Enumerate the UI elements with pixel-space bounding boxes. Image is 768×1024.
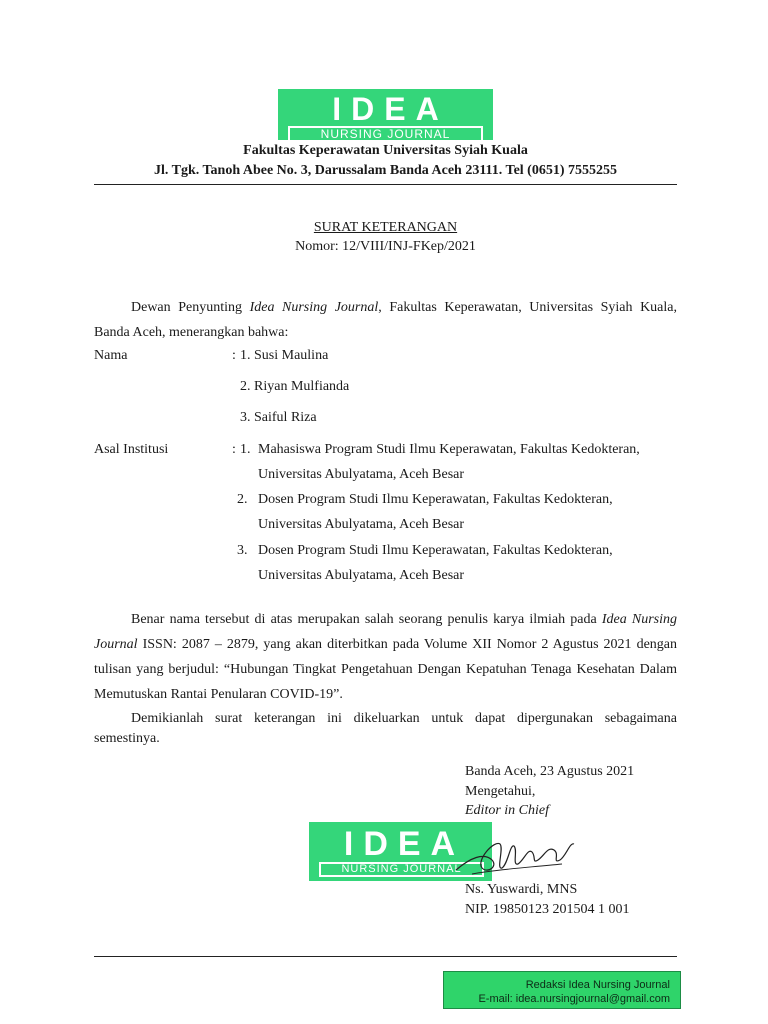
footer-divider xyxy=(94,956,677,957)
institusi-item-3-line1: Dosen Program Studi Ilmu Keperawatan, Fakultas Kedokteran, xyxy=(258,543,613,558)
letter-title xyxy=(94,218,677,237)
logo-title: IDEA xyxy=(332,91,449,127)
logo-subtitle: NURSING JOURNAL xyxy=(288,126,483,142)
body-paragraph-2: Demikianlah surat keterangan ini dikeluarkan untuk dapat dipergunakan sebagaimana semestinya. xyxy=(94,711,677,746)
body-paragraph-1 xyxy=(94,607,677,707)
institusi-item-2-line1: Dosen Program Studi Ilmu Keperawatan, Fakultas Kedokteran, xyxy=(258,492,613,507)
stamp-logo-title: IDEA xyxy=(343,825,466,863)
body-journal: Idea Nursing Journal xyxy=(94,612,678,652)
nama-label: Nama xyxy=(94,348,128,363)
institusi-item-2-num: 2. xyxy=(237,492,248,507)
intro-journal: Idea Nursing Journal xyxy=(249,300,379,315)
institusi-label: Asal Institusi xyxy=(94,442,169,457)
body-text-b: ISSN: 2087 – 2879, yang akan diterbitkan pada Volume XII Nomor 2 Agustus 2021 dengan tulisan yang berjudul: “Hubungan Tingkat Pengetahuan Dengan Kepatuhan Tenaga Kesehatan Dalam Memutuskan Rantai Penularan COVID-19”. xyxy=(94,637,677,702)
sign-place-date: Banda Aceh, 23 Agustus 2021 xyxy=(465,764,635,779)
sign-name: Ns. Yuswardi, MNS xyxy=(465,882,578,897)
institusi-item-3-line2: Universitas Abulyatama, Aceh Besar xyxy=(258,568,465,583)
journal-logo xyxy=(278,89,493,140)
nama-item-1: 1. Susi Maulina xyxy=(240,348,329,363)
header-divider xyxy=(94,184,677,185)
institusi-colon: : xyxy=(232,442,236,457)
institusi-item-1-line2: Universitas Abulyatama, Aceh Besar xyxy=(258,467,465,482)
footer-line-2: E-mail: idea.nursingjournal@gmail.com xyxy=(478,993,670,1005)
signature-scribble xyxy=(452,830,580,880)
institusi-item-3-num: 3. xyxy=(237,543,248,558)
faculty-name: Fakultas Keperawatan Universitas Syiah Kuala xyxy=(243,143,528,158)
sign-nip: NIP. 19850123 201504 1 001 xyxy=(465,902,630,917)
nama-item-3: 3. Saiful Riza xyxy=(240,410,317,425)
footer-contact-box xyxy=(443,971,681,1009)
nama-colon: : xyxy=(232,348,236,363)
faculty-address: Jl. Tgk. Tanoh Abee No. 3, Darussalam Banda Aceh 23111. Tel (0651) 7555255 xyxy=(154,163,617,178)
intro-text-a: Dewan Penyunting xyxy=(131,300,250,315)
nama-item-2: 2. Riyan Mulfianda xyxy=(240,379,350,394)
body-text-a: Benar nama tersebut di atas merupakan salah seorang penulis karya ilmiah pada xyxy=(131,612,602,627)
sign-role: Editor in Chief xyxy=(465,803,549,818)
institusi-item-1-num: 1. xyxy=(240,442,251,457)
letter-title-text: SURAT KETERANGAN xyxy=(313,220,458,235)
sign-mengetahui: Mengetahui, xyxy=(465,784,536,799)
institusi-item-2-line2: Universitas Abulyatama, Aceh Besar xyxy=(258,517,465,532)
stamp-logo-subtitle: NURSING JOURNAL xyxy=(319,862,484,877)
footer-line-1: Redaksi Idea Nursing Journal xyxy=(525,979,670,991)
letter-number: Nomor: 12/VIII/INJ-FKep/2021 xyxy=(295,239,476,254)
intro-paragraph xyxy=(94,295,677,345)
intro-text-b: , Fakultas Keperawatan, Universitas Syiah Kuala, Banda Aceh, menerangkan bahwa: xyxy=(94,300,677,340)
institusi-item-1-line1: Mahasiswa Program Studi Ilmu Keperawatan, Fakultas Kedokteran, xyxy=(258,442,640,457)
